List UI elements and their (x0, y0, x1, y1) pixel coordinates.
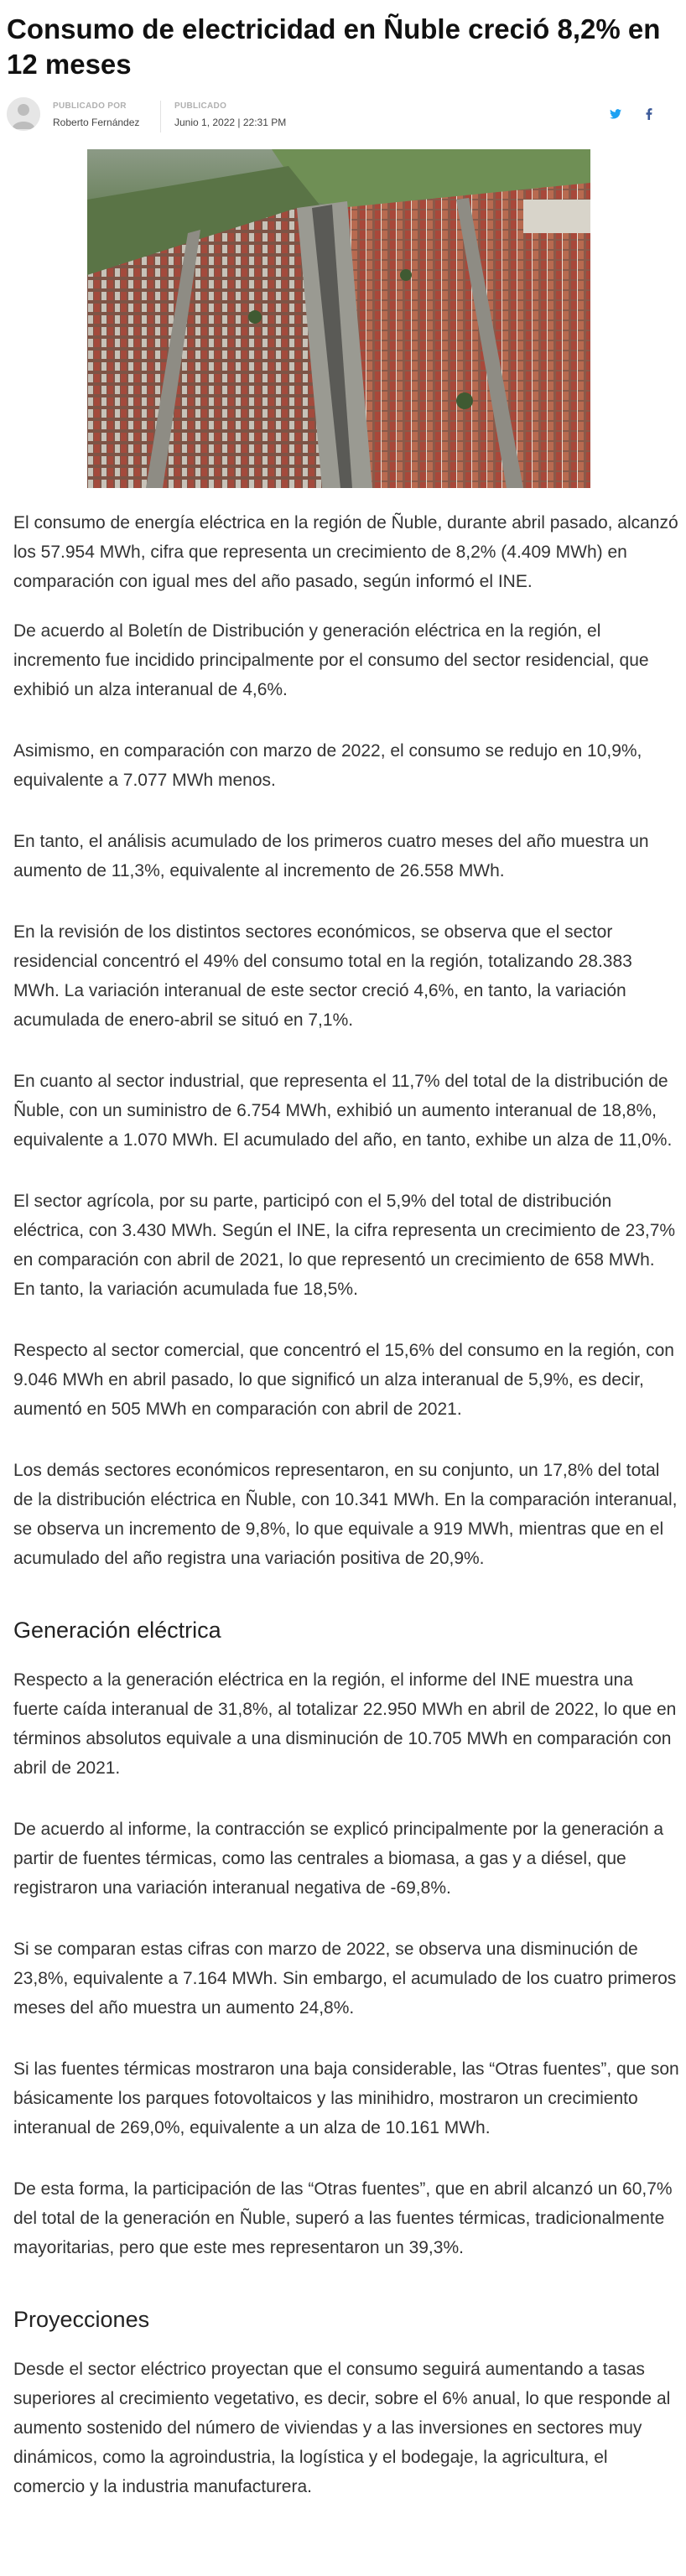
article-body (13, 508, 679, 2501)
paragraph: En tanto, el análisis acumulado de los primeros cuatro meses del año muestra un aumento de 11,3%, equivalente al incremento de 26.558 MWh. (13, 832, 649, 880)
hero-image (87, 149, 590, 488)
facebook-icon (646, 108, 652, 120)
paragraph: Respecto al sector comercial, que concentró el 15,6% del consumo en la región, con 9.046 MWh en abril pasado, lo que significó un alza interanual de 5,9%, es decir, aumentó en 505 MWh en comparación con abril de 2021. (13, 1341, 674, 1419)
twitter-icon (610, 109, 621, 119)
date-label: PUBLICADO (174, 101, 227, 111)
paragraph: Si se comparan estas cifras con marzo de 2022, se observa una disminución de 23,8%, equivalente a 7.164 MWh. Sin embargo, el acumulado de los cuatro primeros meses del año muestra un aumento 24,8%. (13, 1940, 677, 2018)
author-label: PUBLICADO POR (53, 101, 127, 111)
twitter-share-button[interactable] (607, 106, 624, 122)
user-avatar-icon (7, 97, 40, 131)
paragraph: En cuanto al sector industrial, que representa el 11,7% del total de la distribución de Ñuble, con un suministro de 6.754 MWh, exhibió un aumento interanual de 18,8%, equivalente a 1.070 MWh. El acumulado del año, en tanto, exhibe un alza de 11,0%. (13, 1072, 673, 1150)
date-block (174, 101, 286, 130)
section-heading: Proyecciones (13, 2307, 150, 2332)
paragraph: El sector agrícola, por su parte, participó con el 5,9% del total de distribución eléctrica, con 3.430 MWh. Según el INE, la cifra representa un crecimiento de 23,7% en comparación con abril de 2021, lo que representó un crecimiento de 658 MWh. En tanto, la variación acumulada fue 18,5%. (13, 1192, 676, 1299)
facebook-share-button[interactable] (641, 106, 657, 122)
paragraph: De acuerdo al informe, la contracción se explicó principalmente por la generación a partir de fuentes térmicas, como las centrales a biomasa, a gas y a diésel, que registraron una variación interanual negativa de -69,8%. (13, 1820, 664, 1898)
author-block (53, 101, 139, 130)
article-meta (7, 94, 678, 136)
section-heading: Generación eléctrica (13, 1618, 221, 1643)
author-name[interactable]: Roberto Fernández (53, 117, 140, 128)
avatar (7, 97, 40, 131)
paragraph: De esta forma, la participación de las “Otras fuentes”, que en abril alcanzó un 60,7% del total de la generación en Ñuble, superó a las fuentes térmicas, tradicionalmente mayoritarias, pero que este mes representaron un 39,3%. (13, 2179, 673, 2257)
paragraph: Desde el sector eléctrico proyectan que el consumo seguirá aumentando a tasas superiores al crecimiento vegetativo, es decir, sobre el 6% anual, lo que responde al aumento sostenido del número de viviendas y a las inversiones en sectores muy dinámicos, como la agroindustria, la logística y el bodegaje, la agricultura, el comercio y la industria manufacturera. (13, 2360, 671, 2496)
paragraph: Los demás sectores económicos representaron, en su conjunto, un 17,8% del total de la distribución eléctrica en Ñuble, con 10.341 MWh. En la comparación interanual, se observa un incremento de 9,8%, lo que equivale a 919 MWh, mientras que en el acumulado del año registra una variación positiva de 20,9%. (13, 1461, 678, 1568)
paragraph: De acuerdo al Boletín de Distribución y generación eléctrica en la región, el incremento fue incidido principalmente por el consumo del sector residencial, que exhibió un alza interanual de 4,6%. (13, 621, 649, 699)
article-title: Consumo de electricidad en Ñuble creció 8,2% en 12 meses (7, 13, 661, 80)
paragraph: Si las fuentes térmicas mostraron una baja considerable, las “Otras fuentes”, que son básicamente los parques fotovoltaicos y las minihidro, mostraron un crecimiento interanual de 269,0%, equivalente a un alza de 10.161 MWh. (13, 2059, 679, 2137)
date-value: Junio 1, 2022 | 22:31 PM (174, 117, 287, 128)
paragraph: El consumo de energía eléctrica en la región de Ñuble, durante abril pasado, alcanzó los 57.954 MWh, cifra que representa un crecimiento de 8,2% (4.409 MWh) en comparación con igual mes del año pasado, según informó el INE. (13, 513, 678, 591)
aerial-neighborhood-photo (87, 149, 590, 488)
meta-divider (160, 101, 161, 132)
paragraph: Asimismo, en comparación con marzo de 2022, el consumo se redujo en 10,9%, equivalente a 7.077 MWh menos. (13, 741, 642, 790)
paragraph: Respecto a la generación eléctrica en la región, el informe del INE muestra una fuerte caída interanual de 31,8%, al totalizar 22.950 MWh en abril de 2022, lo que en términos absolutos equivale a una disminución de 10.705 MWh en comparación con abril de 2021. (13, 1670, 677, 1778)
paragraph: En la revisión de los distintos sectores económicos, se observa que el sector residencial concentró el 49% del consumo total en la región, totalizando 28.383 MWh. La variación interanual de este sector creció 4,6%, en tanto, la variación acumulada de enero-abril se situó en 7,1%. (13, 922, 632, 1030)
